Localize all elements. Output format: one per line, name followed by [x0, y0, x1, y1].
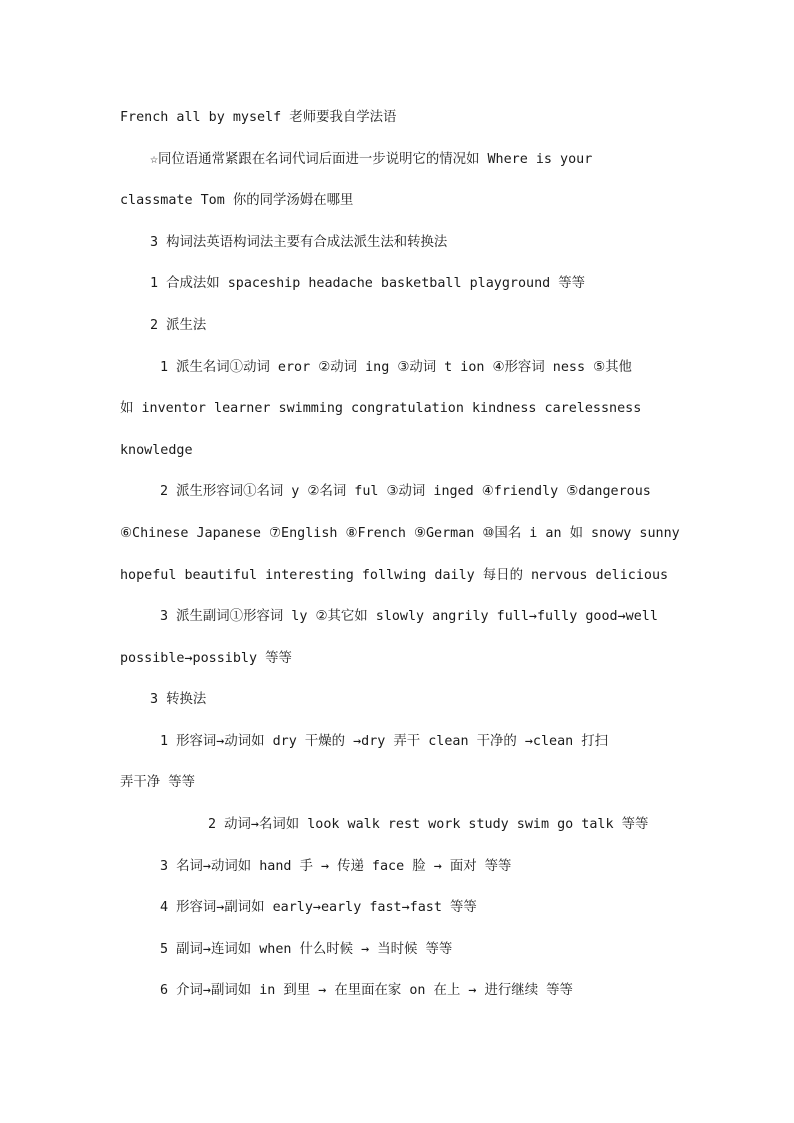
text-line: possible→possibly 等等: [120, 651, 292, 666]
text-line: hopeful beautiful interesting follwing daily 每日的 nervous delicious: [120, 568, 669, 583]
text-line: 3 派生副词①形容词 ly ②其它如 slowly angrily full→fully good→well: [160, 609, 658, 624]
text-line: ☆同位语通常紧跟在名词代词后面进一步说明它的情况如 Where is your: [150, 152, 593, 167]
text-line: 5 副词→连词如 when 什么时候 → 当时候 等等: [160, 942, 453, 957]
text-line: classmate Tom 你的同学汤姆在哪里: [120, 193, 354, 208]
text-line: French all by myself 老师要我自学法语: [120, 110, 397, 125]
text-line: 2 动词→名词如 look walk rest work study swim go talk 等等: [208, 817, 649, 832]
text-line: 6 介词→副词如 in 到里 → 在里面在家 on 在上 → 进行继续 等等: [160, 983, 573, 998]
text-line: 2 派生形容词①名词 y ②名词 ful ③动词 inged ④friendly ⑤dangerous: [160, 484, 651, 499]
text-line: 3 转换法: [150, 692, 207, 707]
text-line: knowledge: [120, 443, 193, 458]
text-line: 弄干净 等等: [120, 775, 196, 790]
text-line: 如 inventor learner swimming congratulation kindness carelessness: [120, 401, 642, 416]
text-line: 4 形容词→副词如 early→early fast→fast 等等: [160, 900, 477, 915]
text-line: 2 派生法: [150, 318, 207, 333]
text-line: 1 派生名词①动词 eror ②动词 ing ③动词 t ion ④形容词 ness ⑤其他: [160, 360, 632, 375]
text-line: 3 名词→动词如 hand 手 → 传递 face 脸 → 面对 等等: [160, 859, 512, 874]
text-line: 3 构词法英语构词法主要有合成法派生法和转换法: [150, 235, 448, 250]
text-line: ⑥Chinese Japanese ⑦English ⑧French ⑨German ⑩国名 i an 如 snowy sunny: [120, 526, 680, 541]
text-line: 1 形容词→动词如 dry 干燥的 →dry 弄干 clean 干净的 →clean 打扫: [160, 734, 609, 749]
text-line: 1 合成法如 spaceship headache basketball playground 等等: [150, 276, 586, 291]
